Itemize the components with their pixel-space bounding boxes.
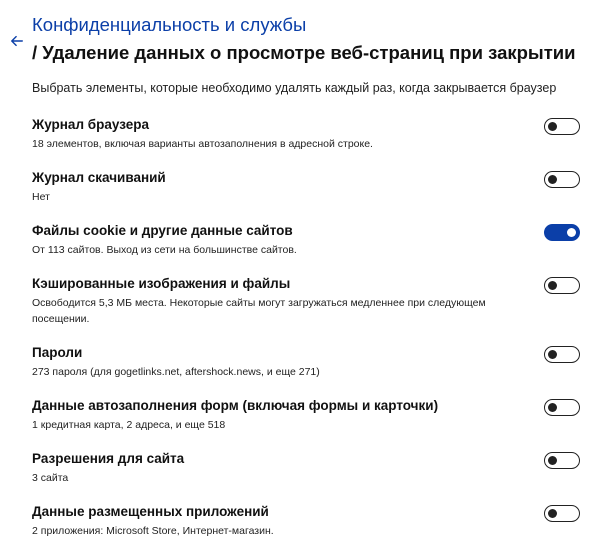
clear-data-list (32, 115, 584, 545)
page-description: Выбрать элементы, которые необходимо удалять каждый раз, когда закрывается браузер (32, 81, 557, 95)
toggle-cookies[interactable] (544, 224, 580, 241)
setting-row-cached-images (32, 274, 584, 343)
toggle-knob (567, 228, 576, 237)
toggle-passwords[interactable] (544, 346, 580, 363)
page-header (32, 13, 590, 65)
setting-title: Данные размещенных приложений (32, 504, 269, 519)
toggle-knob (548, 175, 557, 184)
toggle-knob (548, 350, 557, 359)
toggle-knob (548, 456, 557, 465)
setting-row-browsing-history (32, 115, 584, 168)
setting-subtitle: 18 элементов, включая варианты автозаполнения в адресной строке. (32, 138, 373, 150)
setting-subtitle: Освободится 5,3 МБ места. Некоторые сайты могут загружаться медленнее при следующем посещении. (32, 297, 486, 325)
setting-row-autofill (32, 396, 584, 449)
setting-title: Разрешения для сайта (32, 451, 185, 466)
setting-row-passwords (32, 343, 584, 396)
setting-row-site-permissions (32, 449, 584, 502)
toggle-site-permissions[interactable] (544, 452, 580, 469)
back-button[interactable] (6, 30, 28, 52)
setting-title: Журнал скачиваний (32, 170, 166, 185)
setting-subtitle: 273 пароля (для gogetlinks.net, aftershock.news, и еще 271) (32, 366, 320, 378)
toggle-hosted-apps[interactable] (544, 505, 580, 522)
setting-title: Данные автозаполнения форм (включая формы и карточки) (32, 398, 439, 413)
toggle-knob (548, 281, 557, 290)
toggle-download-history[interactable] (544, 171, 580, 188)
setting-title: Файлы cookie и другие данные сайтов (32, 223, 293, 238)
setting-subtitle: 1 кредитная карта, 2 адреса, и еще 518 (32, 419, 226, 431)
setting-subtitle: 3 сайта (32, 472, 69, 484)
setting-title: Пароли (32, 345, 83, 360)
breadcrumb-privacy[interactable]: Конфиденциальность и службы (32, 14, 307, 35)
setting-subtitle: Нет (32, 191, 50, 203)
toggle-browsing-history[interactable] (544, 118, 580, 135)
setting-title: Журнал браузера (32, 117, 149, 132)
toggle-autofill[interactable] (544, 399, 580, 416)
setting-subtitle: От 113 сайтов. Выход из сети на большинстве сайтов. (32, 244, 297, 256)
setting-row-cookies (32, 221, 584, 274)
arrow-left-icon (10, 34, 24, 48)
toggle-cached-images[interactable] (544, 277, 580, 294)
page-title: / Удаление данных о просмотре веб-страниц при закрытии (32, 42, 576, 63)
setting-title: Кэшированные изображения и файлы (32, 276, 291, 291)
setting-subtitle: 2 приложения: Microsoft Store, Интернет-магазин. (32, 525, 274, 537)
toggle-knob (548, 403, 557, 412)
setting-row-download-history (32, 168, 584, 221)
toggle-knob (548, 509, 557, 518)
toggle-knob (548, 122, 557, 131)
setting-row-hosted-apps (32, 502, 584, 545)
